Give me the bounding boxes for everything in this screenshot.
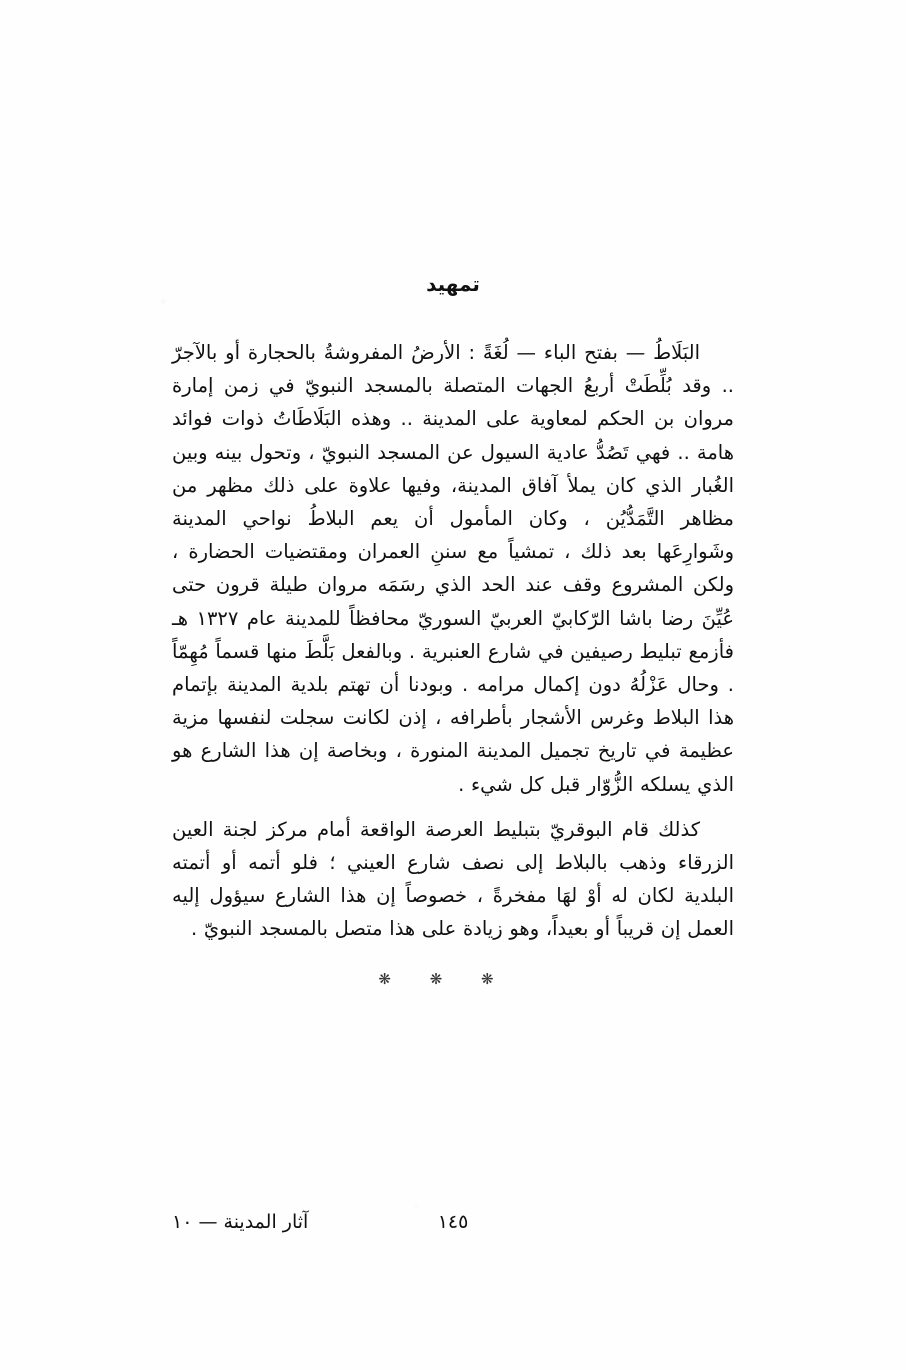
page-number: ١٤٥ [437, 1211, 469, 1233]
text-block [172, 272, 734, 988]
book-title-signature: آثار المدينة — ١٠ [172, 1211, 309, 1233]
page-title: تمهيد [426, 272, 480, 296]
body-paragraph-2: كذلك قام البوقريّ بتبليط العرصة الواقعة أمام مركز لجنة العين الزرقاء وذهب بالبلاط إلى نصف شارع العيني ؛ فلو أتمه أو أتمته البلدية لكان له أوْ لهَا مفخرةً ، خصوصاً إن هذا الشارع سيؤول إليه العمل إن قريباً أو بعيداً، وهو زيادة على هذا متصل بالمسجد النبويّ . [172, 817, 734, 941]
section-ornament: ❋ ❋ ❋ [378, 970, 511, 988]
page-footer [172, 1205, 734, 1239]
body-paragraph-1: البَلَاطُ — بفتح الباء — لُغَةً : الأرضُ المفروشةُ بالحجارة أو بالآجرّ .. وقد بُلِّطَتْ أربعُ الجهات المتصلة بالمسجد النبويّ في زمن إمارة مروان بن الحكم لمعاوية على المدينة .. وهذه البَلَاطَاتُ ذوات فوائد هامة .. فهي تَصُدُّ عادية السيول عن المسجد النبويّ ، وتحول بينه وبين الغُبار الذي كان يملأ آفاق المدينة، وفيها علاوة على ذلك مظهر من مظاهر التَّمَدُّيُن ، وكان المأمول أن يعم البلاطُ نواحي المدينة وشَوارِعَها بعد ذلك ، تمشياً مع سننِ العمران ومقتضيات الحضارة ، ولكن المشروع وقف عند الحد الذي رسَمَه مروان طيلة قرون حتى عُيِّنَ رضا باشا الرّكابيّ العربيّ السوريّ محافظاً للمدينة عام ١٣٢٧ هـ فأزمع تبليط رصيفين في شارع العنبرية . وبالفعل بَلَّطَ منها قسماً مُهِمّاً . وحال عَزْلُهُ دون إكمال مرامه . وبودنا أن تهتم بلدية المدينة بإتمام هذا البلاط وغرس الأشجار بأطرافه ، إذن لكانت سجلت لنفسها مزية عظيمة في تاريخ تجميل المدينة المنورة ، وبخاصة إن هذا الشارع هو الذي يسلكه الزُّوّار قبل كل شيء . [172, 341, 734, 796]
